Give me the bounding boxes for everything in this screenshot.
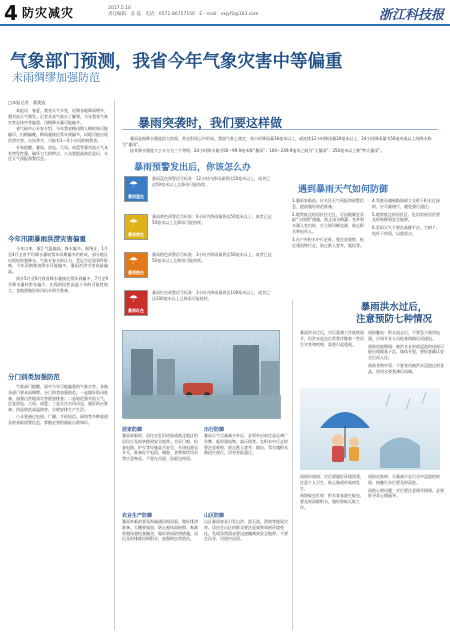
paragraph: 今年以来，浙江气温偏高，降水偏多。据统计，1月至4月全省平均降水量较常年同期偏多约两成，部分地区出现短时强降水。气象专家分析认为，受厄尔尼诺事件影响，今年汛期我省降水可能偏多，暴雨洪涝灾害风险偏高。: [8, 246, 108, 275]
signal-description: 暴雨橙色预警信号标准：3小时内降雨量将达50毫米以上，或者已达50毫米以上且降雨可能持续。: [152, 252, 272, 263]
rain-street-photo: [122, 330, 280, 418]
flood-title-line2: 注意预防七种情况: [355, 314, 432, 326]
paragraph: 暴雨是指降水强度很大的雨，常在积雨云中形成。我国气象上规定，每小时降雨量16毫米以上，或连续12小时降雨量30毫米以上、24小时降雨量为50毫米或以上的降水称为“暴雨”。: [122, 136, 432, 147]
signal-label: 暴雨蓝色: [128, 194, 144, 200]
left-article-section: [8, 384, 108, 427]
left-section-heading: 分门别类加强防范: [8, 373, 60, 381]
left-section-heading: 今年汛期暴雨洪涝灾害偏重: [8, 235, 86, 243]
flood-title: [346, 302, 442, 327]
signal-item: [124, 214, 274, 246]
encounter-title: 遇到暴雨天气如何防御: [298, 185, 389, 195]
flood-items-right: [368, 330, 444, 377]
encounter-left-list: [292, 198, 366, 250]
rainstorm-signal-icon: [124, 290, 148, 316]
flood-items-right-bottom: [368, 474, 444, 501]
umbrella-cartoon: [300, 388, 440, 470]
column-divider: [114, 100, 115, 630]
list-item: 2.地势低洼的居民住宅区，可因地制宜采取“小围堰”措施，防止雨水倒灌；室外积水漫入室内时，应立即切断电源，防止积水带电伤人。: [292, 211, 365, 234]
section-title: 防灾减灾: [22, 6, 75, 20]
rainstorm-signal-icon: [124, 214, 148, 240]
flood-intro: [300, 330, 364, 349]
paragraph: 预计5月至6月我省降水量接近常年到偏多，7月至9月降水量较常年偏少，出现阶段性高温干旱的可能性较大。各地要做好防汛抗旱两手准备。: [8, 275, 108, 293]
newspaper-brand: 浙江科技报: [378, 8, 444, 23]
kids-umbrella-illustration: [300, 388, 440, 470]
signal-item: [124, 290, 274, 322]
signal-label: 暴雨红色: [128, 308, 144, 314]
mid-section-title: 农业生产防御: [122, 513, 153, 519]
paragraph: 气象部门提醒，面对今年可能偏重的气象灾害，各地各部门要未雨绸缪、分门别类加强防范。一是做好防汛准备，加强山洪地质灾害隐患排查；二是防范强对流天气，注意雷电、大风、冰雹；三是关注台风动态，做好防台准备；四是防范高温热害，合理安排生产生活。: [8, 384, 108, 413]
list-item: 预防食物中毒：不要食用被洪水浸泡过的食品，饮用水要煮沸后再喝。: [368, 362, 444, 374]
signals-title: 暴雨预警发出后，你该怎么办: [134, 163, 252, 173]
mid-section: [204, 512, 288, 542]
umbrella-icon: ☂: [129, 180, 138, 191]
mid-section-title: 出行防御: [204, 427, 225, 433]
list-item: 预防房屋倒塌：被洪水长时间浸泡的房屋可能出现地基下沉、墙体开裂，要检查确认安全后再入住。: [368, 343, 444, 361]
flood-items-left: [300, 474, 364, 513]
topic-intro: [122, 136, 440, 153]
paragraph: 专家提醒，暴雨、雷电、大风、冰雹等强对流天气具有突发性强、破坏力大的特点，公众要提高防范意识，关注天气预报预警信息。: [8, 144, 108, 162]
phone: 电话：0571-86757150: [145, 12, 195, 18]
signal-description: 暴雨红色预警信号标准：3小时内降雨量将达100毫米以上，或者已达100毫米以上且降雨可能持续。: [152, 290, 271, 301]
signal-item: [124, 252, 274, 284]
topic-title: 暴雨突袭时，我们要这样做: [138, 116, 283, 130]
paragraph: 按其降水强度大小又分为三个等级：24小时降水量为50～99.9毫米称“暴雨”；100～249.9毫米之间为“大暴雨”；250毫米以上称“特大暴雨”。: [130, 147, 385, 153]
mid-section-title: 居家防御: [122, 427, 143, 433]
flooded-street-illustration: [123, 331, 281, 419]
signal-label: 暴雨橙色: [128, 270, 144, 276]
header-meta: [108, 6, 258, 19]
list-item: 预防心理问题：灾后要注意调节情绪，必要时寻求心理疏导。: [368, 487, 444, 499]
signal-label: 暴雨黄色: [128, 232, 144, 238]
list-item: 预防传染病：灾后要做好环境消毒，注意个人卫生，防止肠道传染病发生。: [300, 474, 364, 491]
byline: □本报记者 董奥选: [8, 100, 46, 105]
signal-description: 暴雨黄色预警信号标准：6小时内降雨量将达50毫米以上，或者已达50毫米以上且降雨可能持续。: [152, 214, 272, 225]
paragraph: 省气候中心专家介绍，今年我省梅汛期入梅时间可能偏早，出梅偏晚，梅雨量接近常年到偏多，局地可能出现洪涝灾害。台风季节，可能有1～3个台风影响我省。: [8, 126, 108, 143]
rainstorm-signal-icon: [124, 252, 148, 278]
list-item: 预防触电：积水退去后，不要急于使用电器，应请专业人员检查线路后再通电。: [368, 330, 440, 341]
list-item: 3.在户外积水中行走时，要注意观察，贴近建筑物行走，防止跌入窨井、地坑等。: [292, 236, 364, 248]
mid-section-title: 山区防御: [204, 513, 225, 519]
list-item: 6.雷雨天气不要在高楼平台、大树下、电杆下停留，以防雷击。: [372, 225, 440, 236]
left-article-intro: [8, 108, 108, 163]
umbrella-icon: ☂: [129, 256, 138, 267]
mid-section: [122, 512, 198, 542]
issue-date: 2017.5.10: [108, 6, 131, 11]
mid-section-text: 暴雨来临时，居住在危旧房屋或低洼地区的居民应及时转移到安全地带。关好门窗，检查电路、炉火等设施是否安全，关闭电源总开关。准备好手电筒、蜡烛、食物和饮用水等应急物品。不要在河道、沟渠边停留。: [122, 433, 198, 462]
editor-name: 责任编辑：袁 磊: [108, 12, 141, 18]
list-item: 预防皮肤病：尽量减少在污水中浸泡的时间，接触污水后要及时清洗。: [368, 474, 440, 485]
list-item: 4.驾驶员遇到路面或立交桥下积水过深时，应尽量绕行，避免强行通过。: [372, 198, 440, 209]
list-item: 1.暴雨来临前，应关注天气预报和预警信息，提前做好防范准备。: [292, 198, 364, 209]
paragraph: 本报讯 春夏，我省天气多变，近期各地降雨增多，强对流天气频发。记者从省气象台了解到，今年我省气象灾害总体中等偏重，汛期降水量可能偏多。: [8, 108, 108, 125]
mid-section: [122, 426, 198, 462]
column-divider: [292, 300, 293, 630]
email: E－mail：sxjyf2@163.com: [199, 12, 259, 18]
paragraph: 公众要通过电视、广播、手机短信、网络等多种渠道及时获取预警信息，掌握必要的避险自救知识。: [8, 413, 108, 425]
mid-section: [204, 426, 288, 456]
signal-description: 暴雨蓝色预警信号标准：12小时内降雨量将达50毫米以上，或者已达50毫米以上且降雨可能持续。: [152, 176, 271, 187]
encounter-right-list: [372, 198, 442, 239]
subheadline: 未雨绸缪加强防范: [12, 71, 100, 84]
umbrella-icon: ☂: [129, 218, 138, 229]
page-number: 4: [4, 1, 18, 25]
list-item: 预防蚊虫叮咬：积水容易滋生蚊虫，要及时清除积水，做好防蚊灭蚊工作。: [300, 493, 364, 510]
flood-title-line1: 暴雨洪水过后，: [360, 302, 428, 313]
mid-section-text: 山区暴雨容易引发山洪、泥石流、滑坡等地质灾害。居住在山区的群众要注意观察周围环境变化，发现异常情况要迅速撤离到安全地带，不要在沟谷、河道中逗留。: [204, 519, 288, 542]
signal-item: [124, 176, 274, 208]
flood-intro-text: 暴雨洪水过后，灾后重建工作陆续展开，但洪水退去后常常伴随着一些次生灾害和疾病，需要引起重视。: [300, 330, 364, 347]
umbrella-icon: ☂: [129, 294, 138, 305]
rainstorm-signal-icon: [124, 176, 148, 202]
left-article-section: [8, 246, 108, 294]
mid-section-text: 暴雨天气尽量减少外出，必须外出时注意远离广告牌、临时建筑物、高压线等。在积水中行走时要注意观察，防止跌入窨井、地坑。驾车遇积水路段应绕行，切勿冒险通过。: [204, 433, 288, 456]
list-item: 5.地势低洼的居民区、危旧房屋居民要及时转移到安全地带。: [372, 211, 440, 223]
mid-section-text: 暴雨来临前要及时疏通田间沟渠，做好排涝准备。大棚要加固，防止被风雨损毁。畜禽养殖场要检查圈舍，做好防雨防涝措施。雨后及时排除田间积水，加强病虫害防治。: [122, 519, 198, 542]
headline: 气象部门预测，我省今年气象灾害中等偏重: [10, 52, 343, 72]
